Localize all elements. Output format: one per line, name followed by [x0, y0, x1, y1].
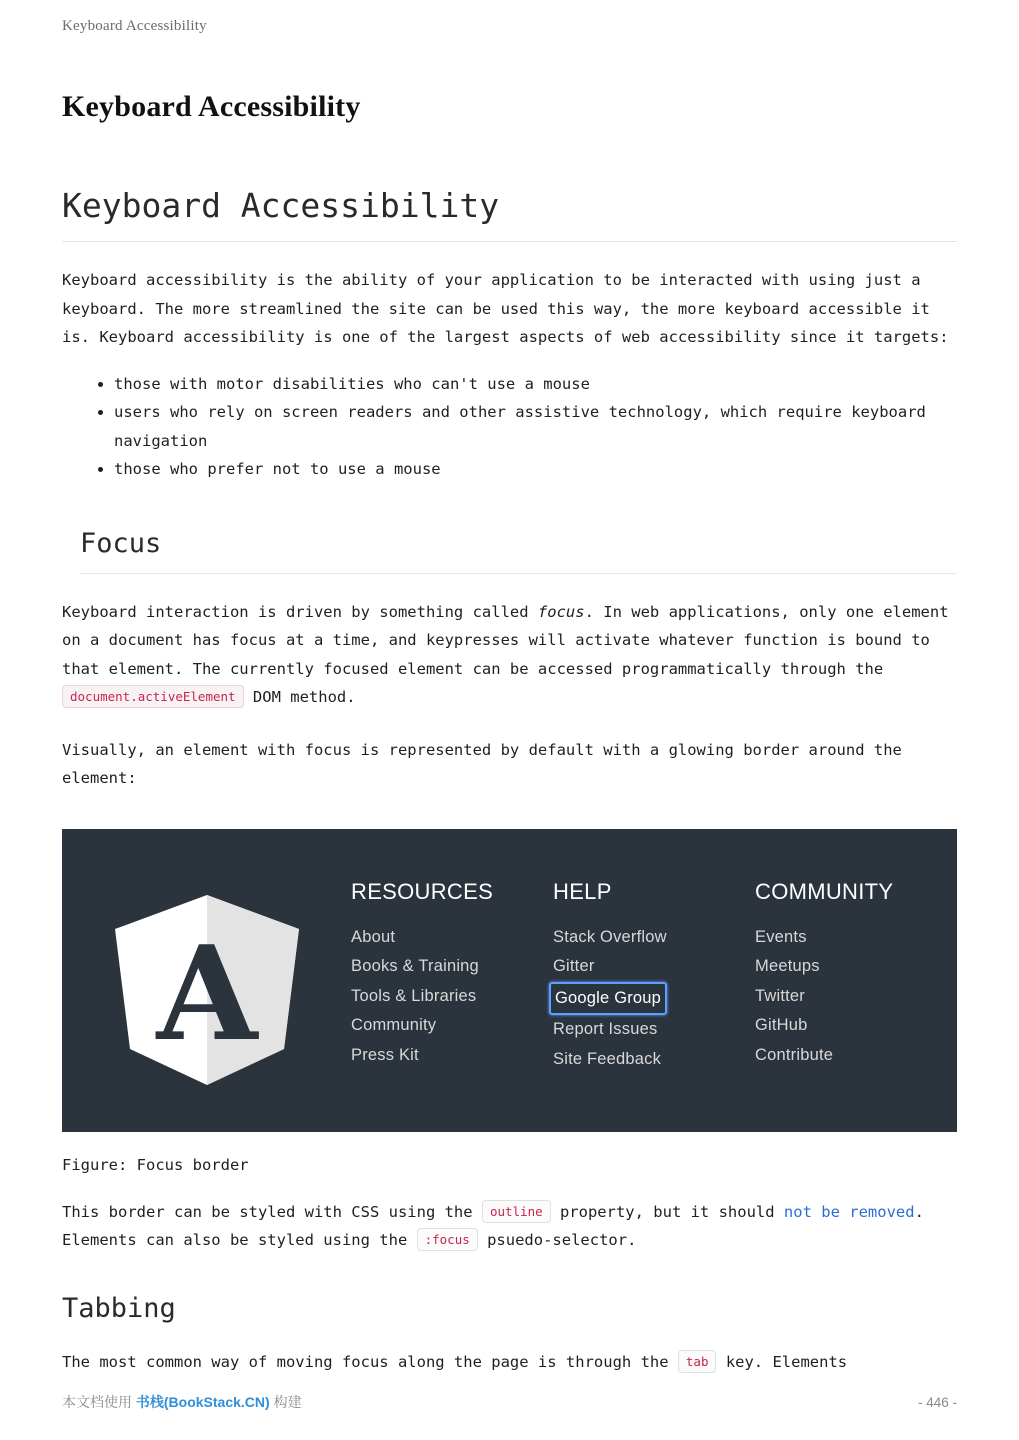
- footer-link-google-group[interactable]: Google Group: [549, 982, 667, 1016]
- footer-link-about[interactable]: About: [351, 927, 396, 946]
- page-number: - 446 -: [917, 1395, 957, 1410]
- page-title: Keyboard Accessibility: [62, 90, 361, 123]
- footer-link-press-kit[interactable]: Press Kit: [351, 1045, 419, 1064]
- styling-part3: . Elements can also be styled using the: [62, 1202, 924, 1249]
- figure-caption: Figure: Focus border: [62, 1155, 249, 1174]
- column-title: RESOURCES: [351, 878, 494, 904]
- focus-visual-paragraph: Visually, an element with focus is represented by default with a glowing border around the element:: [62, 740, 902, 787]
- figure-focus-border: [62, 829, 957, 1132]
- code-active-element: document.activeElement: [62, 685, 244, 708]
- footer-suffix: 构建: [269, 1394, 302, 1410]
- footer-link-community[interactable]: Community: [351, 1016, 437, 1034]
- section-heading: Keyboard Accessibility: [62, 186, 957, 242]
- link-not-be-removed[interactable]: not be removed: [783, 1202, 915, 1221]
- footer-link-gitter[interactable]: Gitter: [553, 957, 595, 975]
- focus-paragraph-part3: DOM method.: [243, 688, 356, 706]
- list-item: • those who prefer not to use a mouse: [114, 455, 957, 484]
- footer-link-contribute[interactable]: Contribute: [755, 1045, 834, 1064]
- angular-logo: [62, 879, 351, 1089]
- focus-paragraph-part2: . In web applications, only one element on a document has focus at a time, and keypresses will activate whatever function is bound to that element. The currently focused element can be accessed programmatically through the: [62, 602, 949, 678]
- tabbing-paragraph: [62, 1348, 957, 1377]
- footer-link-twitter[interactable]: Twitter: [755, 986, 805, 1005]
- footer-link-books-training[interactable]: Books & Training: [351, 957, 479, 975]
- code-tab-key: tab: [678, 1350, 717, 1373]
- tabbing-part1: The most common way of moving focus along the page is through the: [62, 1352, 678, 1371]
- code-focus-selector: :focus: [417, 1228, 478, 1251]
- code-outline: outline: [482, 1200, 551, 1223]
- footer-link-stack-overflow[interactable]: Stack Overflow: [553, 927, 667, 946]
- styling-paragraph: [62, 1198, 957, 1255]
- column-title: COMMUNITY: [755, 878, 894, 904]
- focus-italic-word: focus: [537, 602, 585, 621]
- footer-link-tools-libraries[interactable]: Tools & Libraries: [351, 986, 477, 1005]
- footer-brand-link[interactable]: 书栈(BookStack.CN): [135, 1394, 270, 1410]
- tabbing-heading: Tabbing: [62, 1292, 176, 1324]
- focus-subsection-heading: Focus: [80, 528, 957, 574]
- footer-link-meetups[interactable]: Meetups: [755, 957, 820, 975]
- footer-prefix: 本文档使用: [62, 1394, 136, 1410]
- styling-part1: This border can be styled with CSS using the: [62, 1202, 482, 1221]
- intro-paragraph: Keyboard accessibility is the ability of your application to be interacted with using just a keyboard. The more streamlined the site can be used this way, the more keyboard accessible it is. Keyboard accessibility is one of the largest aspects of web accessibility since it targets:: [62, 271, 949, 346]
- footer-column-community: [755, 879, 957, 1075]
- footer-link-report-issues[interactable]: Report Issues: [553, 1020, 658, 1038]
- list-item: • those with motor disabilities who can't use a mouse: [114, 370, 957, 399]
- footer-link-events[interactable]: Events: [755, 927, 807, 946]
- footer-attribution: [62, 1392, 302, 1412]
- tabbing-part2: key. Elements: [716, 1352, 848, 1371]
- svg-text:A: A: [156, 916, 257, 1070]
- footer-link-github[interactable]: GitHub: [755, 1016, 808, 1034]
- footer-column-help: [553, 879, 755, 1075]
- bullet-list: [62, 370, 957, 484]
- column-title: HELP: [553, 878, 612, 904]
- focus-paragraph: [62, 598, 957, 712]
- running-header: Keyboard Accessibility: [62, 18, 207, 34]
- page-footer: [62, 1392, 957, 1412]
- footer-link-site-feedback[interactable]: Site Feedback: [553, 1049, 662, 1068]
- focus-paragraph-part1: Keyboard interaction is driven by something called: [62, 602, 538, 621]
- styling-part4: psuedo-selector.: [477, 1231, 637, 1249]
- footer-column-resources: [351, 879, 553, 1075]
- styling-part2: property, but it should: [550, 1202, 784, 1221]
- list-item: • users who rely on screen readers and other assistive technology, which require keyboard navigation: [114, 398, 957, 455]
